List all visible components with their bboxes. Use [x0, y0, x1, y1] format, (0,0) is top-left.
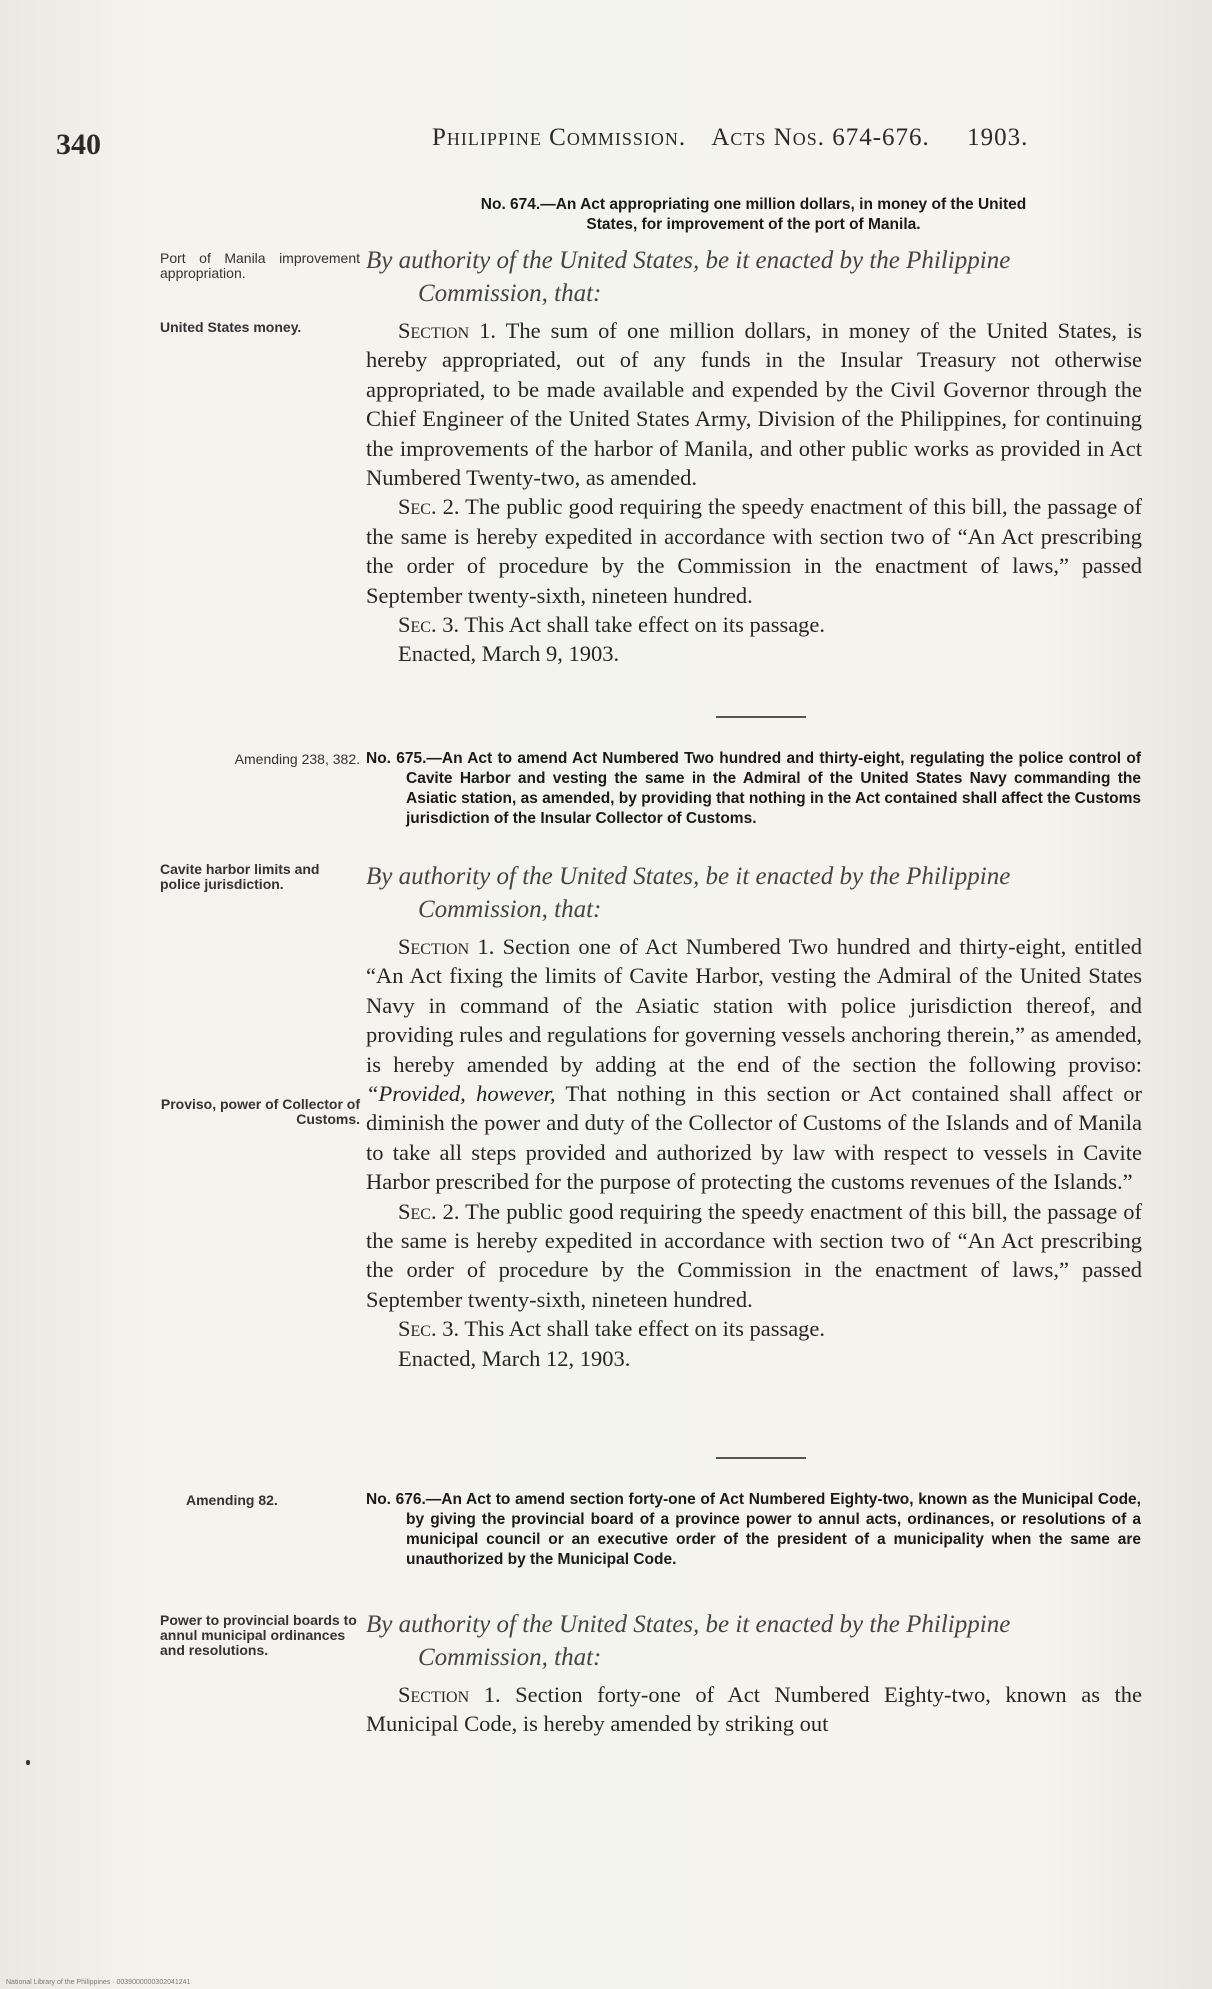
act-675-section-1	[366, 932, 1142, 1197]
section-text: The public good requiring the speedy enactment of this bill, the passage of the same is hereby expedited in accordance with section two of “An Act prescribing the order of procedure by the Commission in the enactment of laws,” passed September twenty-sixth, nineteen hundred.	[366, 494, 1142, 608]
act-676-title	[366, 1490, 1141, 1570]
section-text: That nothing in this section or Act contained shall affect or diminish the power and duty of the Collector of Customs of the Islands and of Manila to take all steps provided and authorized by law with respect to vessels in Cavite Harbor prescribed for the purpose of protecting the customs revenues of the Islands.”	[366, 1081, 1143, 1195]
margin-note-us-money: United States money.	[160, 319, 302, 335]
section-text: This Act shall take effect on its passage.	[464, 612, 826, 638]
act-674-enacting-clause	[366, 244, 1142, 310]
act-675-title-text: No. 675.—An Act to amend Act Numbered Two hundred and thirty-eight, regulating the police control of Cavite Harbor and vesting the same in the Admiral of the United States Navy commanding the Asiatic station, as amended, by providing that nothing in the Act contained shall affect the Customs jurisdiction of the Insular Collector of Customs.	[366, 750, 1141, 827]
section-label: Sec. 2.	[398, 1198, 460, 1224]
section-label: Sec. 3.	[398, 612, 460, 638]
section-text: The sum of one million dollars, in money of the United States, is hereby appropriated, out of any funds in the Insular Treasury not otherwise appropriated, to be made available and expended by the Civil Governor through the Chief Engineer of the United States Army, Division of the Philippines, for continuing the improvements of the harbor of Manila, and other public works as provided in Act Numbered Twenty-two, as amended.	[366, 318, 1143, 491]
act-675-section-3	[366, 1314, 1142, 1343]
section-divider	[716, 1457, 806, 1459]
page-number: 340	[56, 128, 101, 161]
act-675-section-2	[366, 1197, 1142, 1315]
act-674-body	[366, 316, 1142, 669]
section-label: Sec. 3.	[398, 1316, 460, 1342]
section-label: Sec. 2.	[398, 494, 460, 520]
act-674-section-1	[366, 316, 1142, 492]
act-674-enacted-date: Enacted, March 9, 1903.	[398, 641, 620, 667]
act-675-enacting-clause	[366, 860, 1142, 926]
header-year: 1903.	[967, 124, 1029, 151]
margin-note-provincial-boards: Power to provincial boards to annul municipal ordinances and resolutions.	[160, 1612, 357, 1658]
running-head	[432, 124, 1082, 152]
proviso-phrase: “Provided, however,	[366, 1081, 556, 1107]
act-675-body	[366, 932, 1142, 1373]
margin-note-proviso-collector: Proviso, power of Collector of Customs.	[160, 1096, 360, 1127]
section-text: The public good requiring the speedy enactment of this bill, the passage of the same is hereby expedited in accordance with section two of “An Act prescribing the order of procedure by the Commission in the enactment of laws,” passed September twenty-sixth, nineteen hundred.	[366, 1198, 1142, 1312]
margin-note-port-manila: Port of Manila improvement appropriation.	[160, 250, 360, 281]
act-676-title-text: No. 676.—An Act to amend section forty-one of Act Numbered Eighty-two, known as the Municipal Code, by giving the provincial board of a province power to annul acts, ordinances, or resolutions of a municipal council or an executive order of the president of a municipality when the same are unauthorized by the Municipal Code.	[366, 1491, 1141, 1568]
act-674-title	[366, 195, 1141, 235]
margin-note-amending-238-382: Amending 238, 382.	[234, 751, 360, 767]
act-675-title	[366, 749, 1141, 829]
section-text: This Act shall take effect on its passage.	[464, 1316, 826, 1342]
act-676-enacting-line2: Commission, that:	[418, 1644, 602, 1671]
scan-credit: National Library of the Philippines · 0039000000302041241	[6, 1979, 191, 1986]
section-label: Section 1.	[398, 934, 495, 959]
act-675-enacting-line2: Commission, that:	[418, 896, 602, 923]
running-title: Philippine Commission.	[432, 124, 687, 151]
act-676-enacting-clause	[366, 1608, 1142, 1674]
act-674-section-3	[366, 610, 1142, 639]
act-674-enacting-line2: Commission, that:	[418, 280, 602, 307]
act-676-body	[366, 1680, 1142, 1739]
acts-range: Acts Nos. 674-676.	[711, 124, 930, 151]
margin-note-cavite-harbor: Cavite harbor limits and police jurisdiction.	[160, 861, 320, 892]
section-divider	[716, 716, 806, 718]
act-676-section-1	[366, 1680, 1142, 1739]
section-text: Section one of Act Numbered Two hundred and thirty-eight, entitled “An Act fixing the limits of Cavite Harbor, vesting the Admiral of the United States Navy in command of the Asiatic station with police jurisdiction thereof, and providing rules and regulations for governing vessels anchoring therein,” as amended, is hereby amended by adding at the end of the section the following proviso:	[366, 934, 1143, 1077]
scan-speck	[26, 1760, 30, 1765]
act-675-enacting-line1: By authority of the United States, be it enacted by the Philippine	[366, 863, 1011, 890]
act-674-section-2	[366, 492, 1142, 610]
act-674-enacting-line1: By authority of the United States, be it enacted by the Philippine	[366, 247, 1011, 274]
act-674-title-line1: No. 674.—An Act appropriating one million dollars, in money of the United	[480, 196, 1027, 213]
act-675-enacted-date: Enacted, March 12, 1903.	[398, 1345, 631, 1371]
margin-note-amending-82: Amending 82.	[186, 1492, 278, 1508]
section-label: Section 1.	[398, 1682, 501, 1707]
act-676-enacting-line1: By authority of the United States, be it enacted by the Philippine	[366, 1611, 1011, 1638]
section-text: Section forty-one of Act Numbered Eighty-two, known as the Municipal Code, is hereby amended by striking out	[366, 1682, 1142, 1737]
act-674-title-line2: States, for improvement of the port of Manila.	[586, 216, 921, 233]
section-label: Section 1.	[398, 318, 497, 343]
